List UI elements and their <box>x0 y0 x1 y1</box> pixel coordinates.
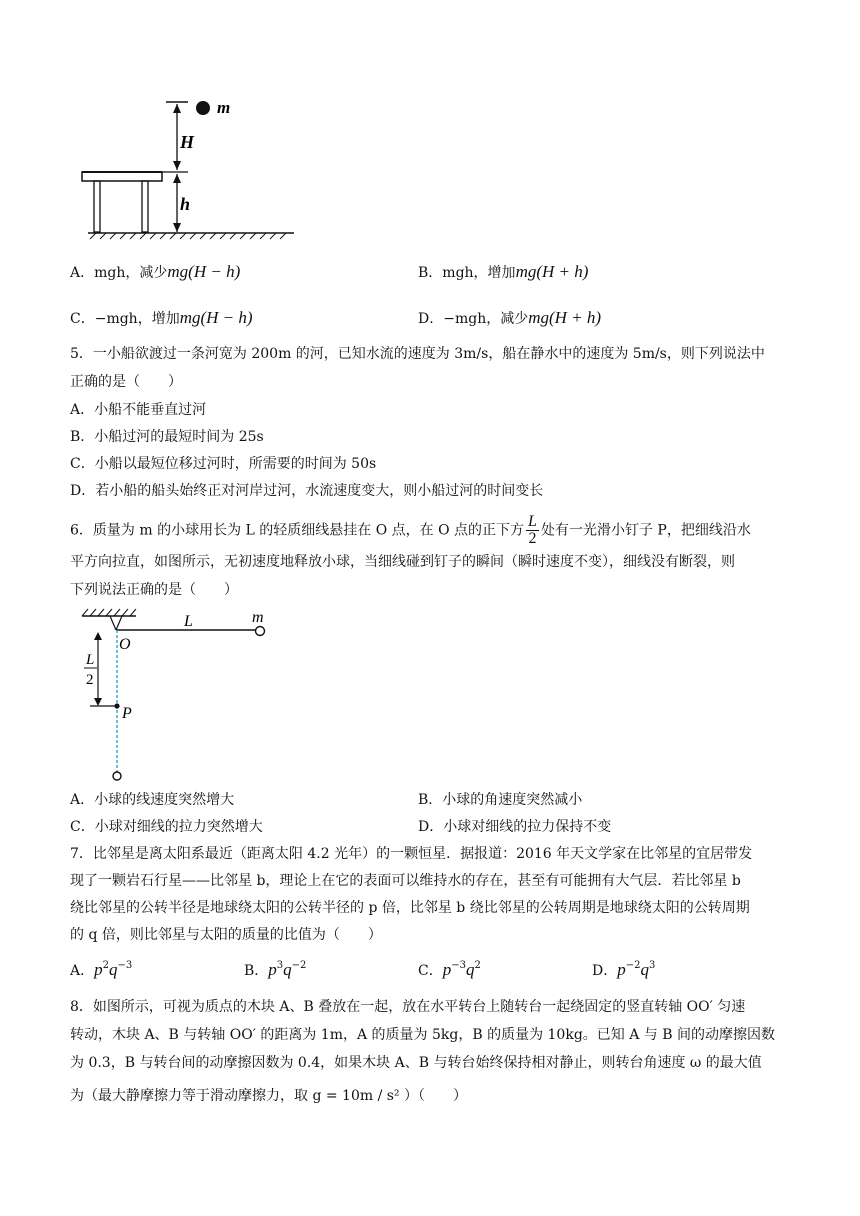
height-h-label: h <box>180 194 191 214</box>
q8-stem-line4: 为（最大静摩擦力等于滑动摩擦力，取 g = 10m / s² ）（ ） <box>70 1088 467 1104</box>
q8-stem-line1: 8．如图所示，可视为质点的木块 A、B 叠放在一起，放在水平转台上随转台一起绕固定的竖直转轴 OO′ 匀速 <box>70 999 746 1015</box>
q5-stem-line2: 正确的是（ ） <box>70 374 182 390</box>
q5-option-d[interactable]: D．若小船的船头始终正对河岸过河，水流速度变大，则小船过河的时间变长 <box>70 483 544 499</box>
option-q-exp: −2 <box>291 960 307 971</box>
q6-option-a[interactable]: A．小球的线速度突然增大 <box>70 792 235 808</box>
option-p-exp: −3 <box>451 960 466 971</box>
option-q: q <box>465 960 475 979</box>
q6-option-d[interactable]: D．小球对细线的拉力保持不变 <box>418 819 612 835</box>
length-L-label: L <box>184 613 193 630</box>
option-formula: mg(H − h) <box>167 262 241 281</box>
figure-ball-table <box>80 96 300 246</box>
option-text: mgh，增加 <box>442 265 516 281</box>
option-letter: C． <box>70 311 95 327</box>
option-q-exp: 3 <box>648 960 656 971</box>
option-text: −mgh，减少 <box>443 311 529 327</box>
q6-option-b[interactable]: B．小球的角速度突然减小 <box>418 792 583 808</box>
option-q: q <box>283 960 292 979</box>
option-p: p <box>268 960 277 979</box>
option-p: p <box>94 960 103 979</box>
q7-option-a[interactable] <box>70 960 132 981</box>
ball-icon <box>196 101 210 115</box>
q7-stem-line1: 7．比邻星是离太阳系最近（距离太阳 4.2 光年）的一颗恒星．据报道：2016 年天文学家在比邻星的宜居带发 <box>70 846 753 862</box>
q6-stem-line2: 平方向拉直，如图所示，无初速度地释放小球，当细线碰到钉子的瞬间（瞬时速度不变），细线没有断裂，则 <box>70 554 735 570</box>
option-q: q <box>109 960 118 979</box>
option-p-exp: 2 <box>102 960 109 971</box>
q7-stem-line2: 现了一颗岩石行星——比邻星 b，理论上在它的表面可以维持水的存在，甚至有可能拥有大气层．若比邻星 b <box>70 873 741 889</box>
q6-option-c[interactable]: C．小球对细线的拉力突然增大 <box>70 819 263 835</box>
option-p: p <box>442 960 452 979</box>
q4-option-a[interactable] <box>70 262 240 283</box>
option-p-exp: 3 <box>276 960 284 971</box>
q5-stem-line1: 5．一小船欲渡过一条河宽为 200m 的河，已知水流的速度为 3m/s，船在静水中的速度为 5m/s，则下列说法中 <box>70 346 765 362</box>
q7-option-d[interactable] <box>592 960 655 981</box>
ball-bottom-icon <box>113 772 121 780</box>
option-letter: A． <box>70 963 95 979</box>
option-p-exp: −2 <box>625 960 641 971</box>
q6-fraction <box>526 514 539 547</box>
point-P-label: P <box>122 705 132 722</box>
q8-stem-line3: 为 0.3，B 与转台间的动摩擦因数为 0.4，如果木块 A、B 与转台始终保持相对静止，则转台角速度 ω 的最大值 <box>70 1055 762 1071</box>
q7-option-b[interactable] <box>244 960 306 981</box>
q4-option-c[interactable] <box>70 308 253 329</box>
q6-stem-line3: 下列说法正确的是（ ） <box>70 582 238 598</box>
point-O-label: O <box>119 636 131 653</box>
q4-option-b[interactable] <box>418 262 588 283</box>
option-letter: D． <box>418 311 444 327</box>
q5-option-b[interactable]: B．小船过河的最短时间为 25s <box>70 429 264 445</box>
option-letter: B． <box>244 963 269 979</box>
q6-stem-part-b: 处有一光滑小钉子 P，把细线沿水 <box>540 522 751 539</box>
option-formula: mg(H + h) <box>528 308 602 327</box>
option-letter: D． <box>592 963 618 979</box>
ball-mass-label: m <box>217 98 231 117</box>
q7-option-c[interactable] <box>418 960 481 981</box>
option-q-exp: −3 <box>117 960 133 971</box>
mass-m-label: m <box>252 609 264 626</box>
q6-stem-part-a: 6．质量为 m 的小球用长为 L 的轻质细线悬挂在 O 点，在 O 点的正下方 <box>70 522 525 539</box>
q5-option-a[interactable]: A．小船不能垂直过河 <box>70 402 207 418</box>
option-q: q <box>640 960 649 979</box>
half-length-denominator: 2 <box>86 672 94 688</box>
option-text: mgh，减少 <box>94 265 168 281</box>
q7-stem-line3: 绕比邻星的公转半径是地球绕太阳的公转半径的 p 倍，比邻星 b 绕比邻星的公转周期是地球绕太阳的公转周期 <box>70 900 750 916</box>
option-formula: mg(H + h) <box>515 262 589 281</box>
q6-stem-line1 <box>70 514 751 547</box>
fraction-denominator: 2 <box>528 530 537 547</box>
option-formula: mg(H − h) <box>179 308 253 327</box>
option-text: −mgh，增加 <box>94 311 180 327</box>
fraction-numerator: L <box>528 513 537 530</box>
figure-pendulum <box>76 606 276 786</box>
option-letter: B． <box>418 265 443 281</box>
ball-right-icon <box>256 627 265 636</box>
option-letter: C． <box>418 963 443 979</box>
option-p: p <box>617 960 626 979</box>
half-length-numerator: L <box>86 652 95 668</box>
height-H-label: H <box>180 132 195 152</box>
q8-stem-line2: 转动，木块 A、B 与转轴 OO′ 的距离为 1m，A 的质量为 5kg，B 的质量为 10kg。已知 A 与 B 间的动摩擦因数 <box>70 1027 775 1043</box>
q4-option-d[interactable] <box>418 308 601 329</box>
option-letter: A． <box>70 265 95 281</box>
option-q-exp: 2 <box>474 960 481 971</box>
q5-option-c[interactable]: C．小船以最短位移过河时，所需要的时间为 50s <box>70 456 377 472</box>
q7-stem-line4: 的 q 倍，则比邻星与太阳的质量的比值为（ ） <box>70 927 382 943</box>
